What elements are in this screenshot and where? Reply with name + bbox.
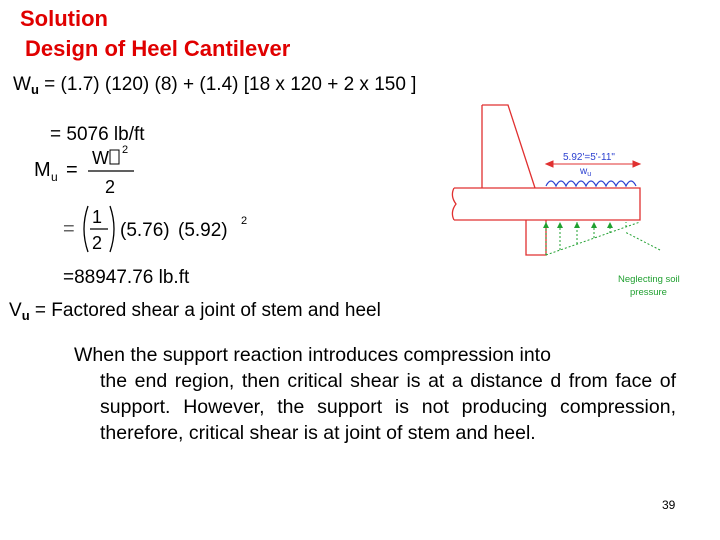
mu-symbol: M — [34, 159, 51, 181]
mu-formula — [30, 140, 290, 290]
distributed-load — [546, 181, 636, 186]
shear-key — [526, 220, 546, 255]
dimension-arrow-left — [546, 161, 553, 167]
mu-equals: = — [66, 159, 78, 181]
factor-two-exponent: 2 — [241, 215, 248, 227]
wu-symbol: W — [13, 74, 31, 95]
annotation-leader — [625, 232, 660, 250]
equals-sign: = — [63, 218, 75, 240]
wu-equation — [13, 74, 416, 96]
mu-numerator-exponent: 2 — [122, 144, 129, 156]
wu-subscript: u — [30, 82, 39, 97]
factor-one: (5.76) — [120, 220, 170, 241]
missing-glyph-box — [110, 150, 119, 164]
half-numerator: 1 — [92, 207, 103, 227]
explanation-paragraph — [74, 342, 676, 446]
mu-subscript: u — [51, 170, 58, 184]
vu-definition — [9, 300, 381, 322]
break-line — [452, 188, 456, 220]
mu-result: =88947.76 lb.ft — [63, 267, 190, 288]
wu-result: = 5076 lb/ft — [50, 124, 145, 145]
slide-subtitle: Design of Heel Cantilever — [25, 36, 291, 61]
dimension-arrow-right — [633, 161, 640, 167]
left-paren — [84, 206, 88, 252]
vu-subscript: u — [21, 308, 30, 323]
stem-outline — [482, 105, 535, 188]
factor-two: (5.92) — [178, 220, 228, 241]
right-paren — [110, 206, 114, 252]
mu-denominator: 2 — [105, 177, 116, 197]
half-denominator: 2 — [92, 233, 103, 253]
heel-slab — [454, 188, 640, 220]
mu-numerator-w: W — [92, 148, 109, 168]
paragraph-first-line: When the support reaction introduces compression into — [74, 344, 551, 366]
heel-cantilever-diagram — [440, 100, 710, 305]
vu-symbol: V — [9, 300, 22, 321]
page-number: 39 — [662, 498, 676, 512]
dimension-label: 5.92'=5'-11" — [563, 152, 615, 163]
wu-expression: = (1.7) (120) (8) + (1.4) [18 x 120 + 2 x 150 ] — [38, 74, 417, 95]
vu-text: = Factored shear a joint of stem and heel — [29, 300, 381, 321]
annotation-line-1: Neglecting soil — [618, 274, 680, 285]
annotation-line-2: pressure — [630, 287, 667, 298]
slide-title: Solution — [20, 6, 108, 31]
paragraph-body: the end region, then critical shear is at a distance d from face of support. However, the support is not producing compression, therefore, critical shear is at joint of stem and heel. — [100, 370, 676, 444]
load-label: $w_u$ — [580, 166, 592, 178]
